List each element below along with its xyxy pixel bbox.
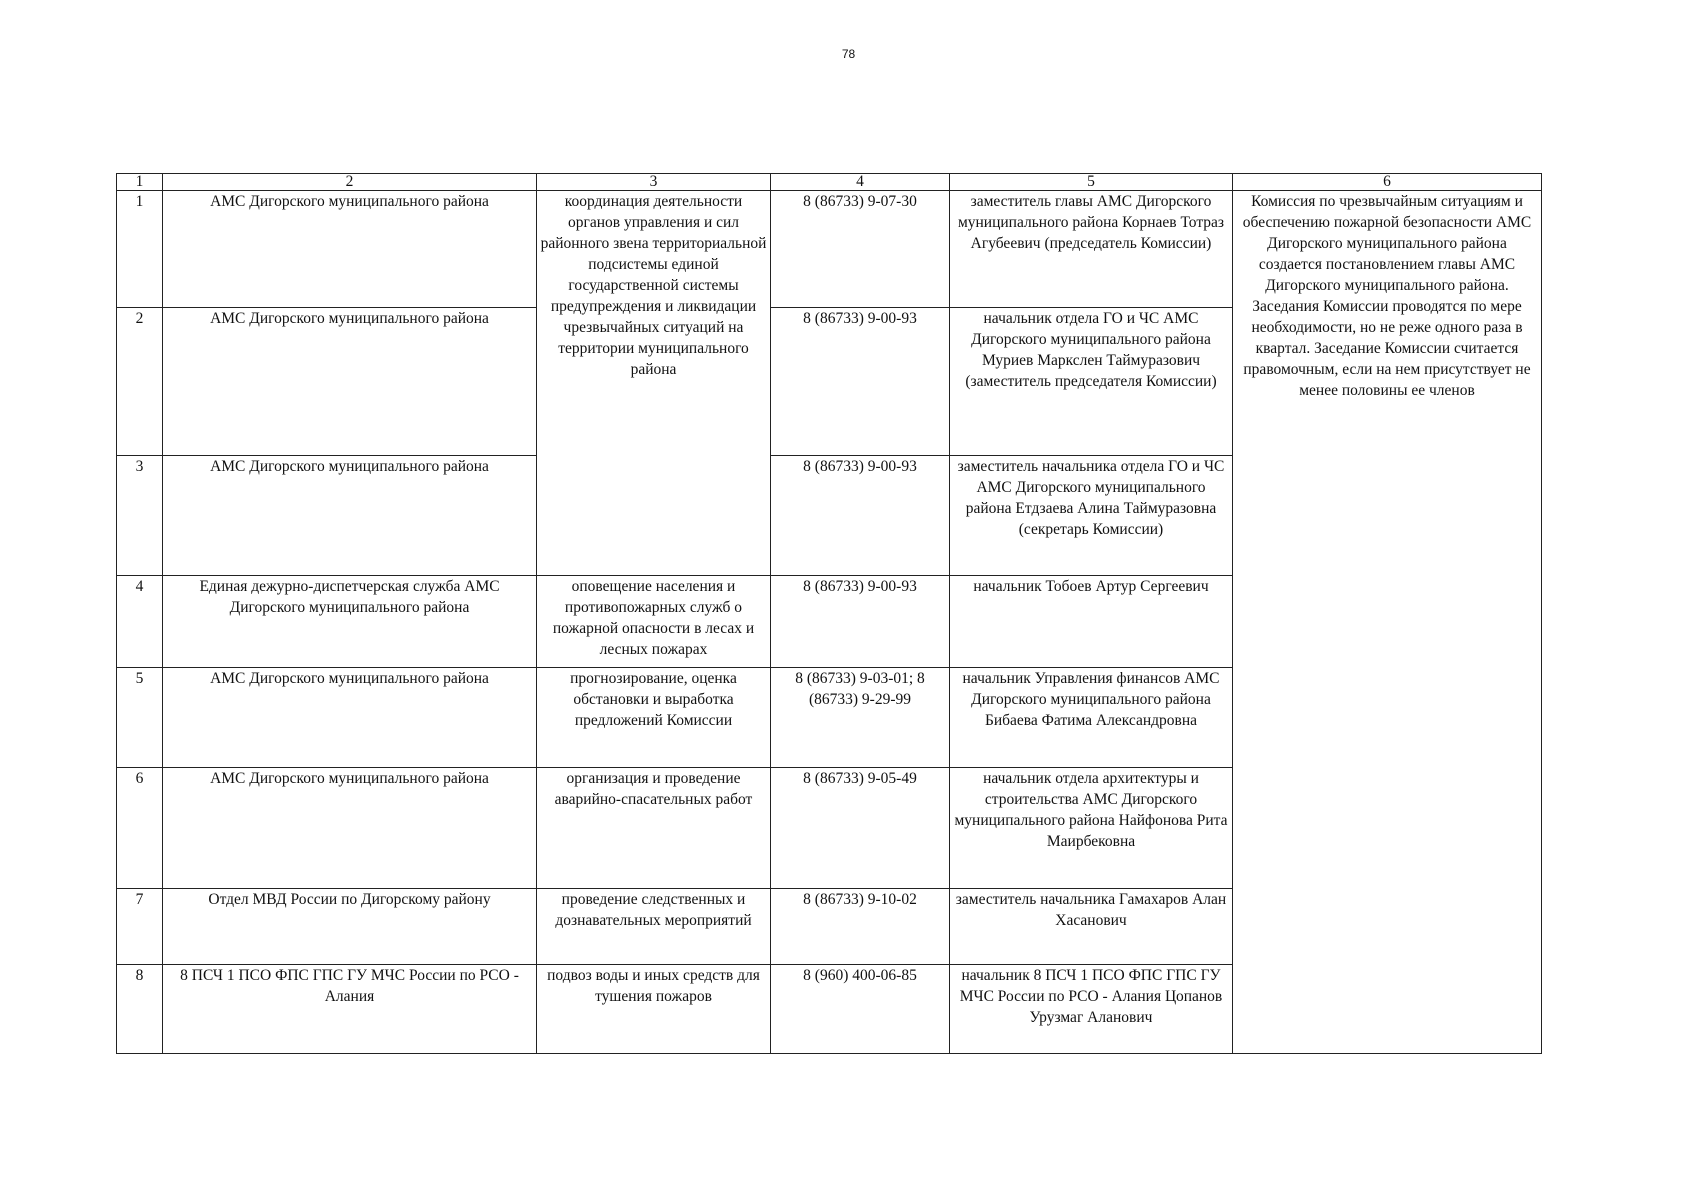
- phone-cell: 8 (960) 400-06-85: [771, 965, 950, 1054]
- row-number: 7: [117, 889, 163, 965]
- organization-cell: АМС Дигорского муниципального района: [163, 191, 537, 308]
- organization-cell: Отдел МВД России по Дигорскому району: [163, 889, 537, 965]
- column-header: 4: [771, 174, 950, 191]
- column-header: 1: [117, 174, 163, 191]
- commission-note-cell: Комиссия по чрезвычайным ситуациям и обеспечению пожарной безопасности АМС Дигорского муниципального района создается постановлением главы АМС Дигорского муниципального района. Заседания Комиссии проводятся по мере необходимости, но не реже одного раза в квартал. Заседание Комиссии считается правомочным, если на нем присутствует не менее половины ее членов: [1233, 191, 1542, 1054]
- phone-cell: 8 (86733) 9-05-49: [771, 768, 950, 889]
- phone-cell: 8 (86733) 9-00-93: [771, 308, 950, 456]
- row-number: 5: [117, 668, 163, 768]
- responsible-person-cell: начальник отдела ГО и ЧС АМС Дигорского муниципального района Муриев Маркслен Таймуразович (заместитель председателя Комиссии): [950, 308, 1233, 456]
- page-number: 78: [841, 47, 856, 61]
- function-cell: проведение следственных и дознавательных мероприятий: [537, 889, 771, 965]
- responsible-person-cell: начальник Управления финансов АМС Дигорского муниципального района Бибаева Фатима Александровна: [950, 668, 1233, 768]
- column-header: 2: [163, 174, 537, 191]
- responsible-person-cell: заместитель главы АМС Дигорского муниципального района Корнаев Тотраз Агубеевич (председатель Комиссии): [950, 191, 1233, 308]
- column-number-row: [117, 174, 1542, 191]
- row-number: 1: [117, 191, 163, 308]
- phone-cell: 8 (86733) 9-00-93: [771, 576, 950, 668]
- responsible-person-cell: начальник Тобоев Артур Сергеевич: [950, 576, 1233, 668]
- organization-cell: АМС Дигорского муниципального района: [163, 768, 537, 889]
- function-cell: координация деятельности органов управления и сил районного звена территориальной подсистемы единой государственной системы предупреждения и ликвидации чрезвычайных ситуаций на территории муниципального района: [537, 191, 771, 576]
- organization-cell: АМС Дигорского муниципального района: [163, 308, 537, 456]
- row-number: 3: [117, 456, 163, 576]
- column-header: 6: [1233, 174, 1542, 191]
- phone-cell: 8 (86733) 9-07-30: [771, 191, 950, 308]
- phone-cell: 8 (86733) 9-10-02: [771, 889, 950, 965]
- responsible-person-cell: заместитель начальника отдела ГО и ЧС АМС Дигорского муниципального района Етдзаева Алина Таймуразовна (секретарь Комиссии): [950, 456, 1233, 576]
- function-cell: организация и проведение аварийно-спасательных работ: [537, 768, 771, 889]
- organization-cell: АМС Дигорского муниципального района: [163, 456, 537, 576]
- row-number: 4: [117, 576, 163, 668]
- responsible-person-cell: начальник 8 ПСЧ 1 ПСО ФПС ГПС ГУ МЧС России по РСО - Алания Цопанов Урузмаг Аланович: [950, 965, 1233, 1054]
- organization-cell: Единая дежурно-диспетчерская служба АМС Дигорского муниципального района: [163, 576, 537, 668]
- phone-cell: 8 (86733) 9-03-01; 8 (86733) 9-29-99: [771, 668, 950, 768]
- function-cell: подвоз воды и иных средств для тушения пожаров: [537, 965, 771, 1054]
- function-cell: прогнозирование, оценка обстановки и выработка предложений Комиссии: [537, 668, 771, 768]
- function-cell: оповещение населения и противопожарных служб о пожарной опасности в лесах и лесных пожарах: [537, 576, 771, 668]
- organization-cell: АМС Дигорского муниципального района: [163, 668, 537, 768]
- responsible-person-cell: заместитель начальника Гамахаров Алан Хасанович: [950, 889, 1233, 965]
- column-header: 5: [950, 174, 1233, 191]
- responsible-person-cell: начальник отдела архитектуры и строительства АМС Дигорского муниципального района Найфонова Рита Маирбековна: [950, 768, 1233, 889]
- table-row: [117, 191, 1542, 308]
- phone-cell: 8 (86733) 9-00-93: [771, 456, 950, 576]
- row-number: 6: [117, 768, 163, 889]
- organization-cell: 8 ПСЧ 1 ПСО ФПС ГПС ГУ МЧС России по РСО - Алания: [163, 965, 537, 1054]
- row-number: 8: [117, 965, 163, 1054]
- commission-table: [116, 173, 1542, 1054]
- row-number: 2: [117, 308, 163, 456]
- column-header: 3: [537, 174, 771, 191]
